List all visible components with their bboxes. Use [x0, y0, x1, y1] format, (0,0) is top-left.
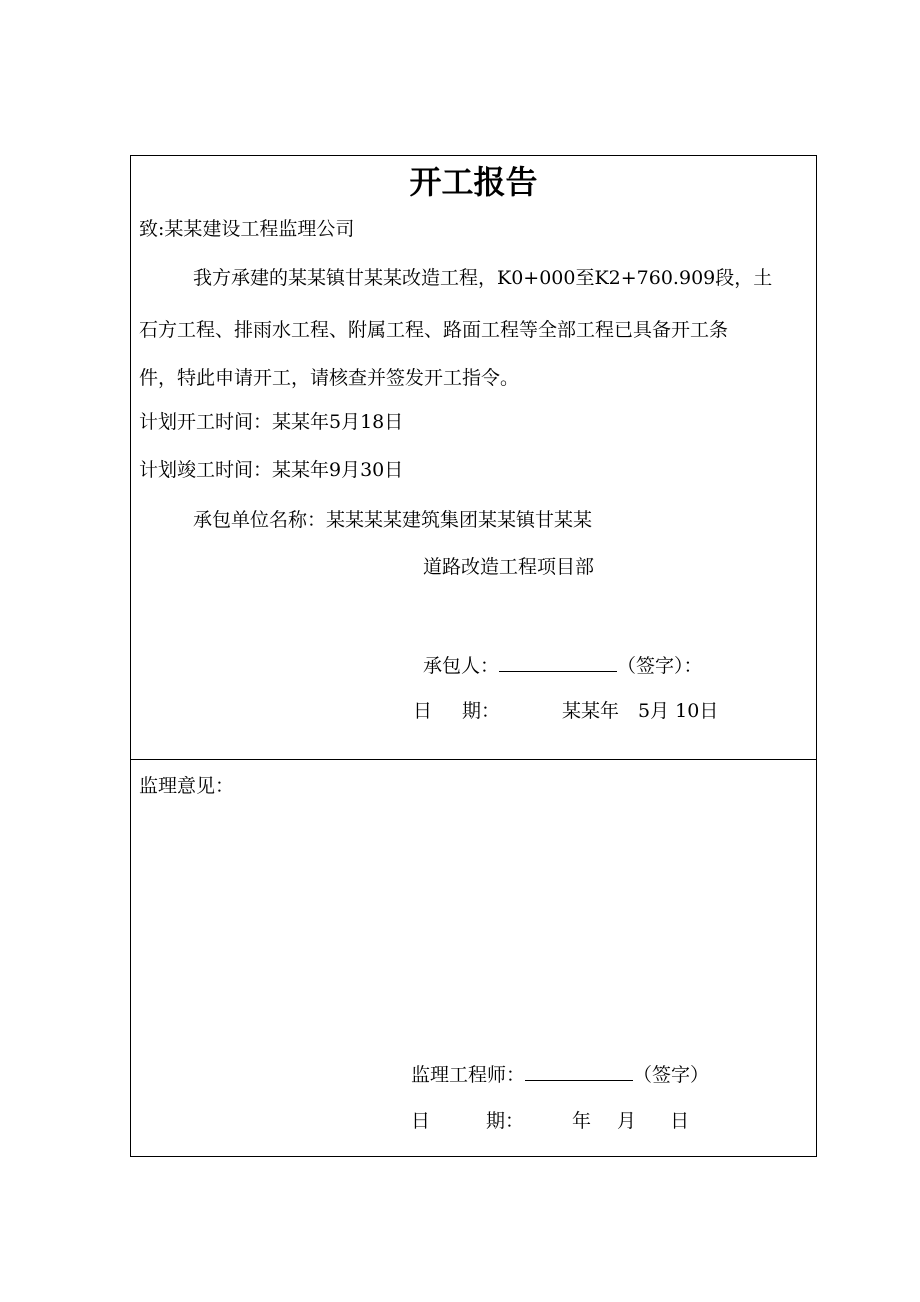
supervisor-signature-field[interactable] — [525, 1061, 633, 1081]
supervisor-sign-suffix: （签字） — [633, 1064, 710, 1086]
contractor-signature-field[interactable] — [499, 652, 617, 672]
contractor-date-row — [413, 699, 718, 723]
body-line-2: 石方工程、排雨水工程、附属工程、路面工程等全部工程已具备开工条 — [139, 319, 729, 341]
contractor-section — [131, 156, 816, 760]
sup-date-day: 日 — [670, 1110, 690, 1132]
page-title: 开工报告 — [409, 163, 538, 201]
date-label-qi: 期： — [462, 700, 501, 722]
body-line-3: 件，特此申请开工，请核查并签发开工指令。 — [139, 367, 520, 389]
body-line-1: 我方承建的某某镇甘某某改造工程，K0+000至K2+760.909段，土 — [193, 267, 773, 289]
contractor-name-line-2: 道路改造工程项目部 — [423, 556, 595, 578]
addressee: 致:某某建设工程监理公司 — [139, 218, 355, 240]
start-report-form — [130, 155, 817, 1157]
sup-date-month: 月 — [617, 1110, 637, 1132]
contractor-date-value: 某某年 5月 10日 — [562, 700, 719, 722]
supervision-opinion-label: 监理意见： — [139, 775, 235, 797]
contractor-sign-label: 承包人： — [423, 655, 500, 677]
supervisor-sign-label: 监理工程师： — [411, 1064, 526, 1086]
contractor-signature-row — [423, 652, 703, 678]
sup-date-year: 年 — [572, 1110, 592, 1132]
planned-start-date: 计划开工时间：某某年5月18日 — [139, 411, 404, 433]
sup-date-label-qi: 期： — [486, 1110, 525, 1132]
supervisor-date-row — [411, 1109, 689, 1133]
date-label-ri: 日 — [413, 700, 433, 722]
sup-date-label-ri: 日 — [411, 1110, 431, 1132]
contractor-sign-suffix: （签字）： — [617, 655, 703, 677]
planned-end-date: 计划竣工时间：某某年9月30日 — [139, 459, 404, 481]
supervisor-signature-row — [411, 1061, 709, 1087]
contractor-name-line-1: 承包单位名称：某某某某建筑集团某某镇甘某某 — [193, 509, 593, 531]
